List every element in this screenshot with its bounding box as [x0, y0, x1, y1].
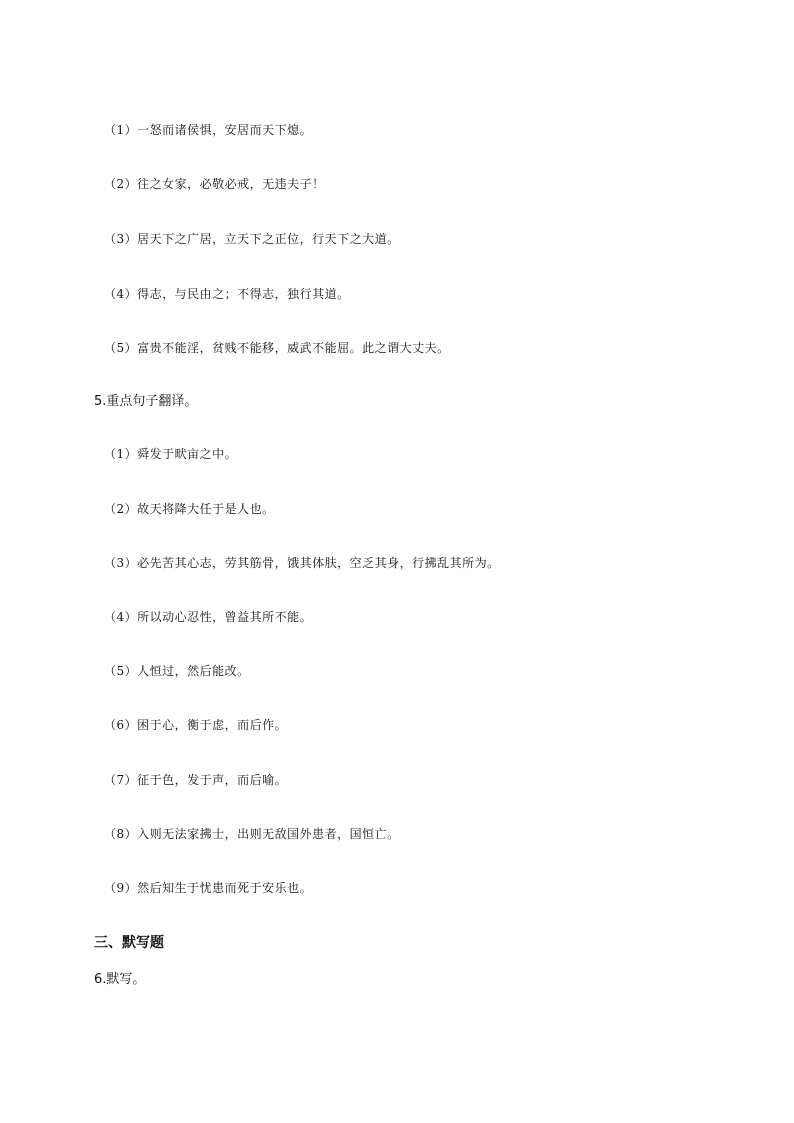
- block4-item-1: （1）一怒而诸侯惧，安居而天下熄。: [104, 123, 313, 137]
- question5-item-1: （1）舜发于畎亩之中。: [104, 447, 238, 461]
- question5-item-7: （7）征于色，发于声，而后喻。: [104, 773, 288, 787]
- question5-item-5: （5）人恒过，然后能改。: [104, 664, 250, 678]
- question5-item-4: （4）所以动心忍性，曾益其所不能。: [104, 610, 313, 624]
- section3-title: 三、默写题: [94, 935, 164, 951]
- question5-item-9: （9）然后知生于忧患而死于安乐也。: [104, 881, 313, 895]
- block4-item-5: （5）富贵不能淫，贫贱不能移，威武不能屈。此之谓大丈夫。: [104, 341, 450, 355]
- block4-item-3: （3）居天下之广居，立天下之正位，行天下之大道。: [104, 232, 400, 246]
- question5-item-2: （2）故天将降大任于是人也。: [104, 502, 275, 516]
- question5-item-8: （8）入则无法家拂士，出则无敌国外患者，国恒亡。: [104, 827, 400, 841]
- question6-heading: 6.默写。: [94, 972, 146, 987]
- block4-item-2: （2）往之女家，必敬必戒，无违夫子！: [104, 177, 325, 191]
- question5-heading: 5.重点句子翻译。: [94, 394, 198, 409]
- block4-item-4: （4）得志，与民由之；不得志，独行其道。: [104, 287, 350, 301]
- question5-item-3: （3）必先苦其心志，劳其筋骨，饿其体肤，空乏其身，行拂乱其所为。: [104, 556, 500, 570]
- question5-item-6: （6）困于心，衡于虑，而后作。: [104, 718, 288, 732]
